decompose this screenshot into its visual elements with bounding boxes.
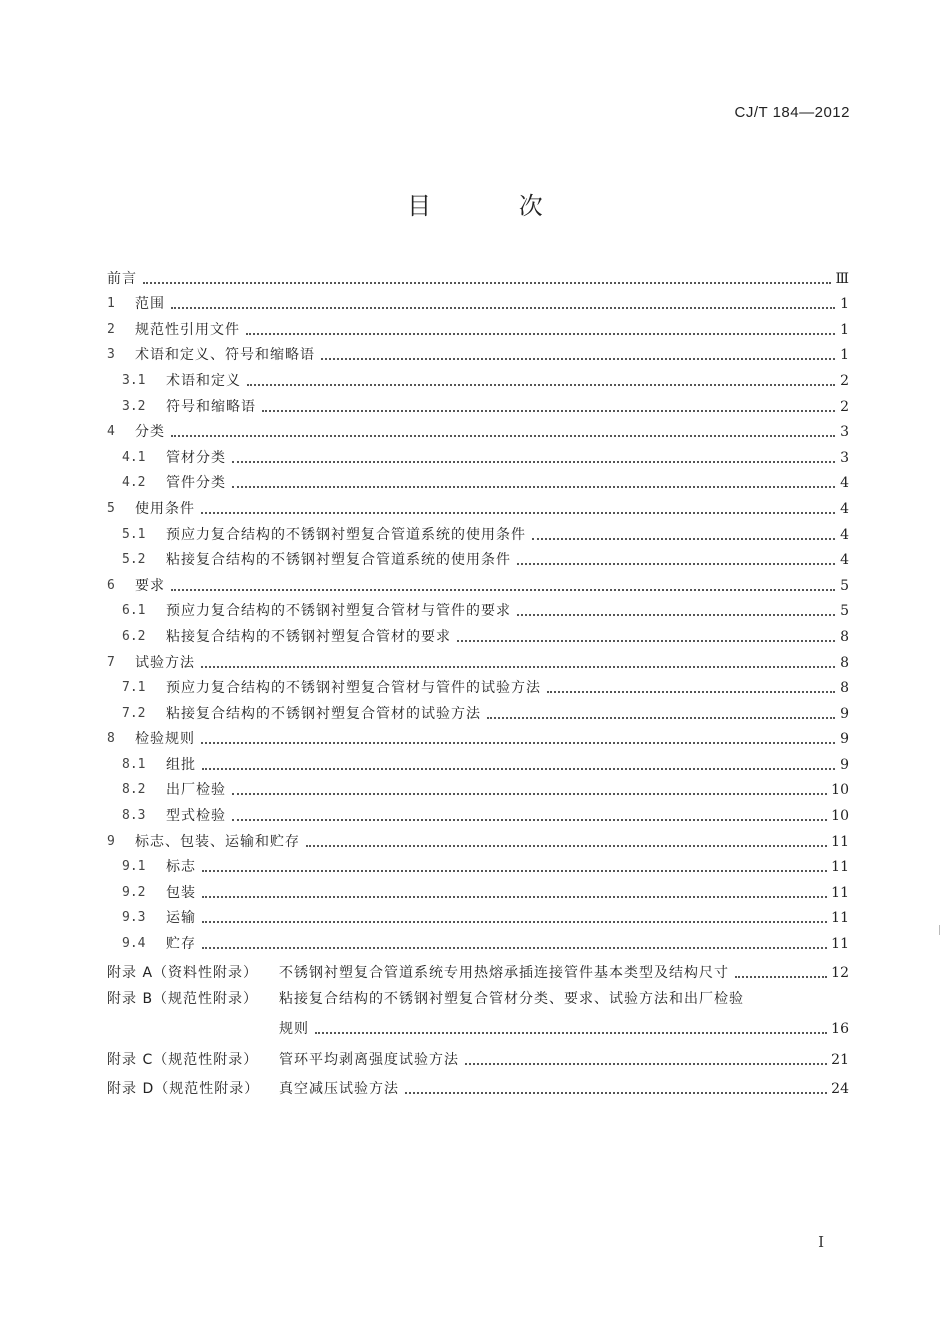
toc-entry-number: 2 xyxy=(107,321,115,337)
toc-entry-number: 3.1 xyxy=(122,372,146,388)
dot-leader xyxy=(517,613,835,616)
dot-leader xyxy=(315,1031,827,1034)
toc-entry-label: 分类 xyxy=(135,424,165,441)
toc-entry-number: 9.3 xyxy=(122,910,146,926)
dot-leader xyxy=(247,383,835,386)
dot-leader xyxy=(232,485,835,488)
toc-entry-label: 管件分类 xyxy=(166,475,226,492)
toc-entry[interactable] xyxy=(107,851,849,877)
toc-entry-page: 8 xyxy=(840,628,849,645)
toc-entry-number: 5.2 xyxy=(122,552,146,568)
toc-entry-number: 3 xyxy=(107,347,115,363)
toc-entry-number: 9.2 xyxy=(122,884,146,900)
toc-entry-label: 粘接复合结构的不锈钢衬塑复合管材的要求 xyxy=(166,628,451,645)
appendix-prefix: 附录 D（规范性附录） xyxy=(107,1081,260,1098)
toc-entry-page: 11 xyxy=(831,936,849,953)
toc-entry-label: 贮存 xyxy=(166,936,196,953)
dot-leader xyxy=(202,895,827,898)
toc-entry-page: 2 xyxy=(840,372,849,389)
toc-entry-page: 9 xyxy=(840,705,849,722)
dot-leader xyxy=(321,357,835,360)
toc-entry-page: 8 xyxy=(840,680,849,697)
dot-leader xyxy=(202,767,835,770)
toc-entry-page: 3 xyxy=(840,449,849,466)
toc-entry-label: 要求 xyxy=(135,577,165,594)
appendix-entry[interactable] xyxy=(107,982,849,1040)
toc-entry-number: 9.1 xyxy=(122,859,146,875)
toc-entry-label: 组批 xyxy=(166,756,196,773)
toc-entry-label: 预应力复合结构的不锈钢衬塑复合管材与管件的试验方法 xyxy=(166,680,541,697)
dot-leader xyxy=(143,281,831,284)
dot-leader xyxy=(232,818,827,821)
dot-leader xyxy=(457,639,835,642)
toc-entry[interactable] xyxy=(107,262,849,288)
scan-mark xyxy=(939,925,940,935)
standard-code: CJ/T 184—2012 xyxy=(734,104,850,121)
toc-entry[interactable] xyxy=(107,416,849,442)
toc-entry-label: 型式检验 xyxy=(166,808,226,825)
toc-entry[interactable] xyxy=(107,339,849,365)
dot-leader xyxy=(202,869,827,872)
dot-leader xyxy=(232,460,835,463)
toc-entry-label: 粘接复合结构的不锈钢衬塑复合管材的试验方法 xyxy=(166,705,481,722)
appendix-page: 21 xyxy=(831,1052,849,1069)
toc-entry-page: 4 xyxy=(840,526,849,543)
toc-entry-page: 8 xyxy=(840,654,849,671)
toc-entry[interactable] xyxy=(107,902,849,928)
toc-entry-number: 7.1 xyxy=(122,680,146,696)
toc-entry[interactable] xyxy=(107,569,849,595)
toc-entry-page: 5 xyxy=(840,577,849,594)
toc-entry-label: 符号和缩略语 xyxy=(166,398,256,415)
appendix-prefix: 附录 B（规范性附录） xyxy=(107,991,259,1008)
toc-entry-page: 1 xyxy=(840,296,849,313)
toc-entry-page: 9 xyxy=(840,756,849,773)
toc-entry-page: 10 xyxy=(831,808,849,825)
dot-leader xyxy=(201,511,835,514)
toc-entry-label: 粘接复合结构的不锈钢衬塑复合管道系统的使用条件 xyxy=(166,552,511,569)
dot-leader xyxy=(201,665,835,668)
toc-entry[interactable] xyxy=(107,825,849,851)
toc-entry[interactable] xyxy=(107,595,849,621)
toc-entry-number: 3.2 xyxy=(122,398,146,414)
toc-entry-label: 包装 xyxy=(166,884,196,901)
toc-entry-page: 4 xyxy=(840,500,849,517)
appendix-prefix: 附录 A（资料性附录） xyxy=(107,965,259,982)
appendix-entry[interactable] xyxy=(107,1069,849,1098)
toc-entry[interactable] xyxy=(107,748,849,774)
dot-leader xyxy=(202,920,827,923)
dot-leader xyxy=(201,741,835,744)
dot-leader xyxy=(171,306,835,309)
dot-leader xyxy=(547,690,835,693)
toc-entry-label: 管材分类 xyxy=(166,449,226,466)
appendix-label: 真空减压试验方法 xyxy=(279,1081,399,1098)
toc-entry-label: 使用条件 xyxy=(135,500,195,517)
page-number: I xyxy=(818,1233,824,1251)
toc-entry-label: 预应力复合结构的不锈钢衬塑复合管道系统的使用条件 xyxy=(166,526,526,543)
toc-entry[interactable] xyxy=(107,518,849,544)
toc-entry[interactable] xyxy=(107,467,849,493)
toc-entry-page: Ⅲ xyxy=(835,270,849,287)
toc-entry-number: 5.1 xyxy=(122,526,146,542)
toc-entry-number: 5 xyxy=(107,500,115,516)
toc-entry[interactable] xyxy=(107,723,849,749)
appendix-page: 16 xyxy=(831,1021,849,1038)
appendix-page: 12 xyxy=(831,965,849,982)
toc-entry-number: 1 xyxy=(107,296,115,312)
toc-entry[interactable] xyxy=(107,313,849,339)
toc-entry[interactable] xyxy=(107,799,849,825)
toc-entry-label: 预应力复合结构的不锈钢衬塑复合管材与管件的要求 xyxy=(166,603,511,620)
toc-entry-number: 9 xyxy=(107,833,115,849)
toc-entry-number: 4.1 xyxy=(122,449,146,465)
dot-leader xyxy=(487,716,835,719)
toc-entry-number: 7.2 xyxy=(122,705,146,721)
toc-entry-label: 术语和定义、符号和缩略语 xyxy=(135,347,315,364)
toc-entry-label: 试验方法 xyxy=(135,654,195,671)
toc-entry[interactable] xyxy=(107,774,849,800)
toc-entry[interactable] xyxy=(107,288,849,314)
toc-entry-number: 9.4 xyxy=(122,936,146,952)
dot-leader xyxy=(246,332,835,335)
dot-leader xyxy=(405,1091,827,1094)
toc-entry-page: 10 xyxy=(831,782,849,799)
toc-entry-label: 检验规则 xyxy=(135,731,195,748)
toc-entry-page: 4 xyxy=(840,475,849,492)
toc-entry[interactable] xyxy=(107,672,849,698)
toc-entry-number: 6 xyxy=(107,577,115,593)
toc-entry-page: 9 xyxy=(840,731,849,748)
dot-leader xyxy=(202,946,827,949)
toc-entry-page: 11 xyxy=(831,859,849,876)
toc-entry-page: 1 xyxy=(840,321,849,338)
toc-entry-label: 前言 xyxy=(107,270,137,287)
toc-entry[interactable] xyxy=(107,646,849,672)
toc-entry[interactable] xyxy=(107,492,849,518)
toc-entry[interactable] xyxy=(107,390,849,416)
toc-entry-page: 3 xyxy=(840,424,849,441)
appendix-label: 管环平均剥离强度试验方法 xyxy=(279,1052,459,1069)
dot-leader xyxy=(262,409,835,412)
toc-entry-number: 8 xyxy=(107,731,115,747)
dot-leader xyxy=(465,1062,827,1065)
toc-entry[interactable] xyxy=(107,620,849,646)
toc-entry-label: 范围 xyxy=(135,296,165,313)
dot-leader xyxy=(171,434,835,437)
page-title: 目 次 xyxy=(407,192,583,220)
toc-entry[interactable] xyxy=(107,544,849,570)
dot-leader xyxy=(517,562,835,565)
toc-entry-number: 7 xyxy=(107,654,115,670)
toc-entry-page: 2 xyxy=(840,398,849,415)
toc-entry-label: 标志、包装、运输和贮存 xyxy=(135,833,300,850)
table-of-contents xyxy=(107,262,849,1098)
dot-leader xyxy=(232,792,827,795)
appendix-prefix: 附录 C（规范性附录） xyxy=(107,1052,259,1069)
toc-entry-label: 标志 xyxy=(166,859,196,876)
toc-entry-label: 运输 xyxy=(166,910,196,927)
toc-entry[interactable] xyxy=(107,441,849,467)
toc-entry-page: 1 xyxy=(840,347,849,364)
appendix-entry[interactable] xyxy=(107,953,849,982)
toc-entry-page: 4 xyxy=(840,552,849,569)
toc-entry-number: 4 xyxy=(107,424,115,440)
toc-entry-label: 术语和定义 xyxy=(166,372,241,389)
appendix-entry[interactable] xyxy=(107,1040,849,1069)
dot-leader xyxy=(532,537,835,540)
toc-entry-page: 5 xyxy=(840,603,849,620)
toc-entry-number: 6.1 xyxy=(122,603,146,619)
toc-entry[interactable] xyxy=(107,364,849,390)
appendix-label-line1: 粘接复合结构的不锈钢衬塑复合管材分类、要求、试验方法和出厂检验 xyxy=(279,991,744,1008)
dot-leader xyxy=(306,844,827,847)
appendix-label-line2: 规则 xyxy=(279,1021,309,1038)
toc-entry-number: 4.2 xyxy=(122,475,146,491)
toc-entry-number: 8.2 xyxy=(122,782,146,798)
appendix-page: 24 xyxy=(831,1081,849,1098)
toc-entry-label: 出厂检验 xyxy=(166,782,226,799)
toc-entry-label: 规范性引用文件 xyxy=(135,321,240,338)
dot-leader xyxy=(735,975,827,978)
toc-entry-number: 8.3 xyxy=(122,808,146,824)
appendix-label: 不锈钢衬塑复合管道系统专用热熔承插连接管件基本类型及结构尺寸 xyxy=(279,965,729,982)
toc-entry[interactable] xyxy=(107,697,849,723)
toc-entry-number: 8.1 xyxy=(122,756,146,772)
toc-entry-page: 11 xyxy=(831,884,849,901)
dot-leader xyxy=(171,588,835,591)
toc-entry[interactable] xyxy=(107,927,849,953)
toc-entry[interactable] xyxy=(107,876,849,902)
toc-entry-page: 11 xyxy=(831,910,849,927)
toc-entry-number: 6.2 xyxy=(122,628,146,644)
toc-entry-page: 11 xyxy=(831,833,849,850)
